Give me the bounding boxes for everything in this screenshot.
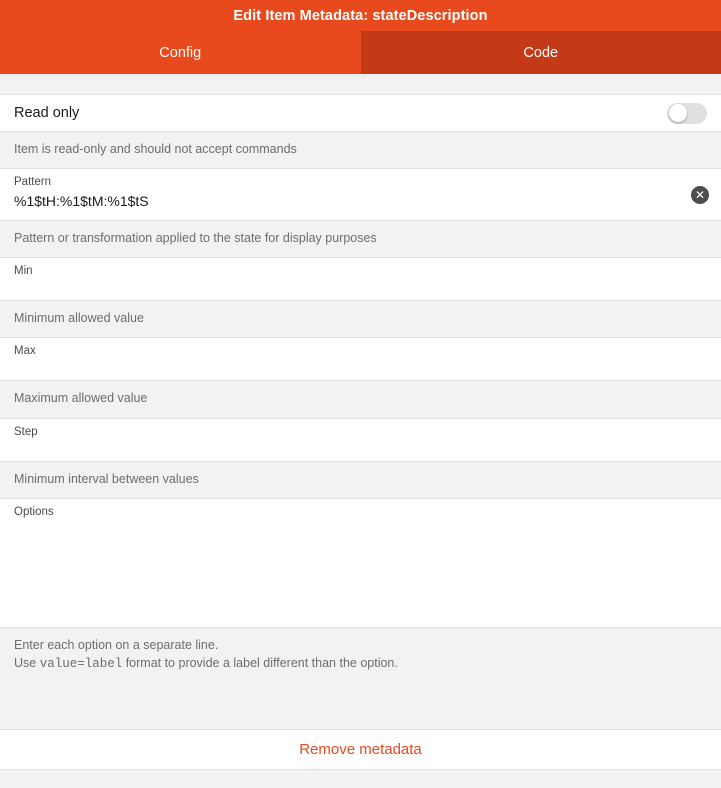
options-field[interactable]	[0, 498, 721, 628]
options-hint-line-2	[14, 654, 707, 673]
remove-metadata-button[interactable]	[0, 729, 721, 770]
toggle-knob-icon	[669, 104, 687, 122]
step-input[interactable]	[14, 441, 707, 461]
step-label: Step	[14, 425, 38, 438]
options-label: Options	[14, 505, 54, 518]
pattern-label: Pattern	[14, 176, 52, 189]
top-spacer	[0, 74, 721, 94]
tab-config[interactable]: Config	[0, 31, 361, 74]
page-title: Edit Item Metadata: stateDescription	[233, 7, 488, 24]
options-hint-code: value=label	[39, 656, 123, 671]
bottom-spacer	[0, 770, 721, 788]
min-label: Min	[14, 265, 33, 278]
readonly-row[interactable]	[0, 94, 721, 132]
clear-icon[interactable]: ✕	[691, 186, 709, 204]
readonly-label: Read only	[14, 105, 80, 121]
readonly-toggle[interactable]	[667, 103, 707, 124]
footer-spacer	[0, 683, 721, 729]
min-field[interactable]	[0, 257, 721, 301]
pattern-hint: Pattern or transformation applied to the state for display purposes	[0, 221, 721, 257]
options-hint-line-1: Enter each option on a separate line.	[14, 637, 219, 652]
max-hint: Maximum allowed value	[0, 381, 721, 417]
options-hint	[0, 628, 721, 683]
pattern-input[interactable]	[14, 191, 707, 211]
min-input[interactable]	[14, 280, 707, 300]
options-textarea[interactable]	[14, 521, 707, 619]
remove-metadata-label: Remove metadata	[299, 741, 422, 758]
tab-code[interactable]: Code	[361, 31, 721, 74]
max-field[interactable]	[0, 337, 721, 381]
dialog-body	[0, 74, 721, 788]
min-hint: Minimum allowed value	[0, 301, 721, 337]
dialog-header	[0, 0, 721, 31]
tab-bar	[0, 31, 721, 74]
step-hint: Minimum interval between values	[0, 462, 721, 498]
max-input[interactable]	[14, 360, 707, 380]
options-hint-prefix: Use	[14, 655, 40, 670]
pattern-field[interactable]	[0, 168, 721, 221]
options-hint-suffix: format to provide a label different than the option.	[122, 655, 398, 670]
max-label: Max	[14, 345, 36, 358]
readonly-hint: Item is read-only and should not accept commands	[0, 132, 721, 168]
step-field[interactable]	[0, 418, 721, 462]
